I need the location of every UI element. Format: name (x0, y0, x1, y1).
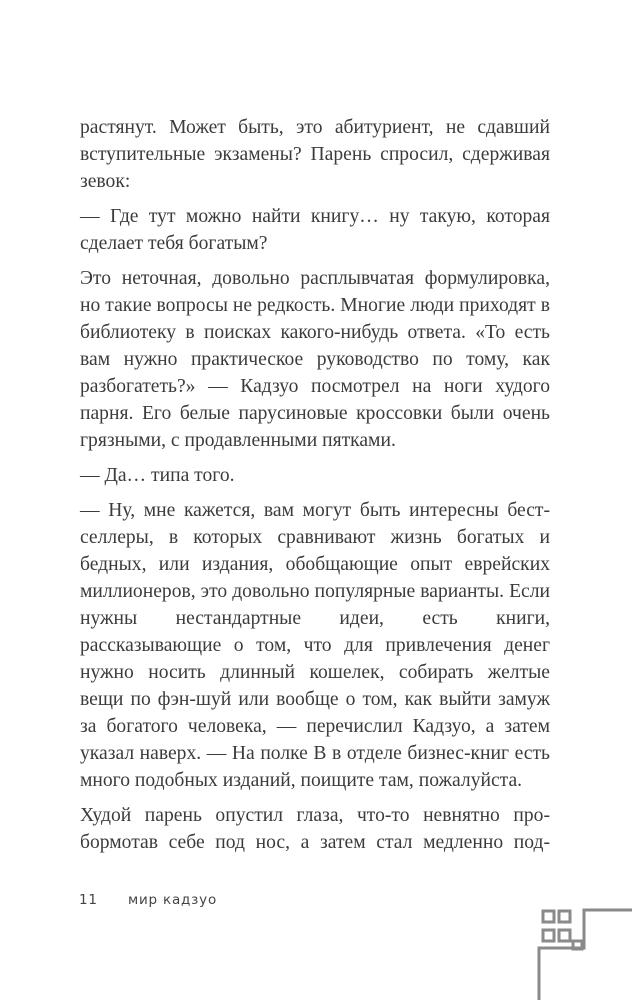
paragraph: Худой парень опустил глаза, что-то невнятно пробормотав себе под нос, а затем стал медленно под- (80, 805, 550, 853)
page-footer (79, 890, 217, 910)
paragraph: Это неточная, довольно расплывчатая формулировка, но такие вопросы не редкость. Многие люди приходят в библиотеку в поисках какого-нибудь ответа. «То есть вам нужно практическое руководство по тому, как разбогатеть?» — Кадзуо посмотрел на ноги худого парня. Его белые парусиновые кроссовки были очень грязными, с продавленными пятками. (80, 268, 550, 451)
paragraph: — Где тут можно найти книгу… ну такую, которая сделает тебя богатым? (80, 206, 550, 254)
running-title: мир кадзуо (128, 892, 218, 908)
paragraph: растянут. Может быть, это абитуриент, не сдавший вступительные экзамены? Парень спросил, сдерживая зевок: (80, 117, 550, 192)
page-number: 11 (79, 892, 98, 908)
body-text (80, 114, 550, 864)
paragraph: — Да… типа того. (80, 465, 235, 486)
paragraph: — Ну, мне кажется, вам могут быть интересны бестселлеры, в которых сравнивают жизнь богатых и бедных, или издания, обобщающие опыт еврейских миллионеров, это довольно популярные варианты. Если нужны нестандартные идеи, есть книги, рассказывающие о том, что для привлечения денег нужно носить длинный кошелек, собирать желтые вещи по фэн-шуй или вообще о том, как выйти замуж за богатого человека, — перечислил Кадзуо, а затем указал наверх. — На полке B в отделе бизнес-книг есть много подобных изданий, поищите там, пожалуйста. (80, 500, 550, 791)
